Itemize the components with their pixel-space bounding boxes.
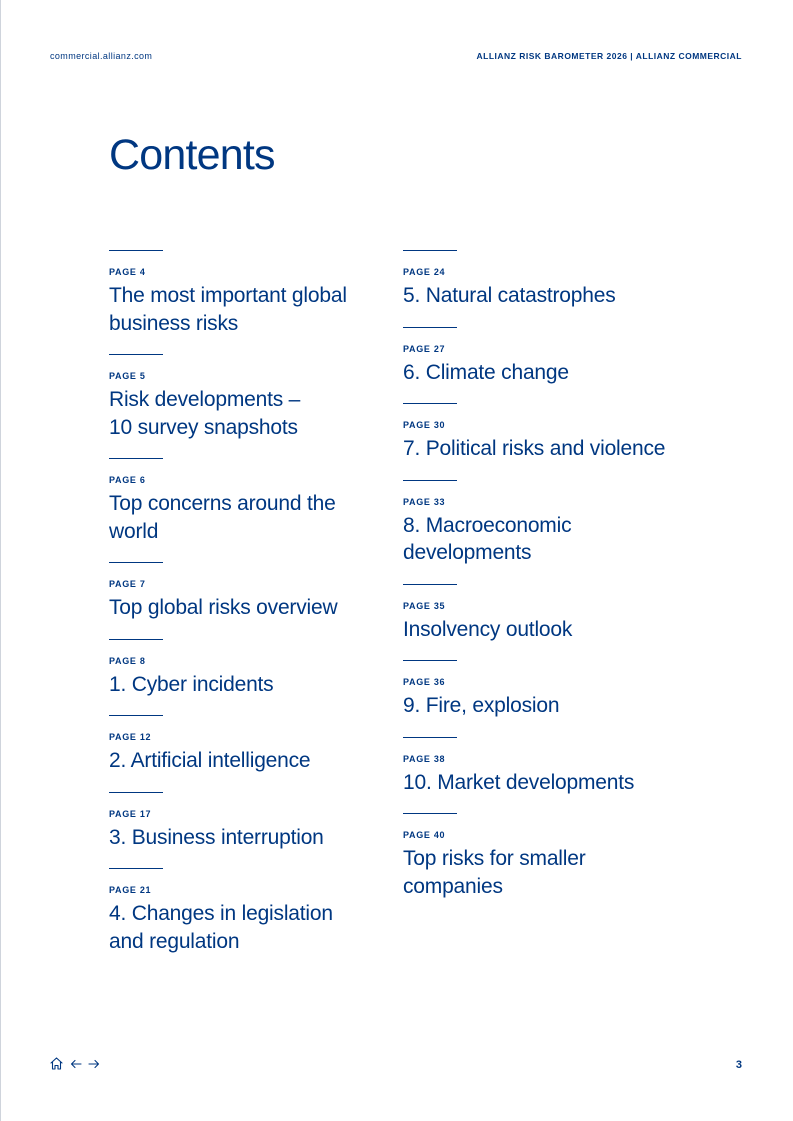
toc-item[interactable] xyxy=(403,480,693,567)
toc-page-label: PAGE 4 xyxy=(109,267,146,277)
divider xyxy=(403,660,457,661)
divider xyxy=(109,868,163,869)
arrow-right-icon[interactable] xyxy=(88,1058,100,1070)
toc-item[interactable] xyxy=(109,792,389,852)
divider xyxy=(109,354,163,355)
divider xyxy=(109,250,163,251)
toc-page-label: PAGE 36 xyxy=(403,677,446,687)
toc-item[interactable] xyxy=(109,354,389,441)
divider xyxy=(109,562,163,563)
toc-entry-title[interactable]: 5. Natural catastrophes xyxy=(403,284,616,307)
header-url[interactable]: commercial.allianz.com xyxy=(50,51,153,61)
divider xyxy=(403,584,457,585)
divider xyxy=(109,639,163,640)
toc-entry-title[interactable]: 2. Artificial intelligence xyxy=(109,749,311,772)
toc-entry-title[interactable]: 8. Macroeconomic developments xyxy=(403,513,572,564)
toc-entry-title[interactable]: The most important global business risks xyxy=(109,284,347,335)
divider xyxy=(403,327,457,328)
toc-page-label: PAGE 27 xyxy=(403,343,446,354)
toc-item[interactable] xyxy=(109,715,389,775)
header-title: ALLIANZ RISK BAROMETER 2026 | ALLIANZ COMMERCIAL xyxy=(476,51,742,61)
toc-page-label: PAGE 7 xyxy=(109,579,146,589)
toc-item[interactable] xyxy=(403,250,693,310)
toc-entry-title[interactable]: Top risks for smaller companies xyxy=(403,847,586,898)
toc-entry-title[interactable]: 6. Climate change xyxy=(403,360,569,384)
toc-page-label: PAGE 5 xyxy=(109,371,146,381)
toc-column-right xyxy=(403,250,693,917)
toc-item[interactable] xyxy=(403,403,693,463)
toc-entry-title[interactable]: 9. Fire, explosion xyxy=(403,694,560,717)
toc-item[interactable] xyxy=(403,737,693,797)
divider xyxy=(403,813,457,814)
toc-page-label: PAGE 38 xyxy=(403,753,446,764)
toc-item[interactable] xyxy=(403,813,693,900)
footer-nav xyxy=(49,1056,100,1071)
toc-item[interactable] xyxy=(403,327,693,387)
toc-page-label: PAGE 30 xyxy=(403,420,446,430)
divider xyxy=(403,403,457,404)
toc-entry-title[interactable]: 4. Changes in legislation and regulation xyxy=(109,902,333,953)
toc-entry-title[interactable]: 1. Cyber incidents xyxy=(109,672,274,696)
page-number: 3 xyxy=(735,1059,742,1071)
toc-item[interactable] xyxy=(109,458,389,545)
toc-page-label: PAGE 12 xyxy=(109,732,152,742)
toc-item[interactable] xyxy=(109,562,389,622)
toc-item[interactable] xyxy=(109,639,389,699)
toc-item[interactable] xyxy=(109,250,389,337)
arrow-left-icon[interactable] xyxy=(70,1058,82,1070)
toc-page-label: PAGE 6 xyxy=(109,475,146,485)
toc-page-label: PAGE 35 xyxy=(403,600,446,611)
toc-entry-title[interactable]: Insolvency outlook xyxy=(403,617,573,641)
divider xyxy=(403,480,457,481)
toc-page-label: PAGE 17 xyxy=(109,808,152,819)
toc-column-left xyxy=(109,250,389,972)
toc-item[interactable] xyxy=(403,584,693,644)
divider xyxy=(109,458,163,459)
toc-entry-title[interactable]: 7. Political risks and violence xyxy=(403,437,666,460)
toc-entry-title[interactable]: Top global risks overview xyxy=(109,596,338,619)
divider xyxy=(109,792,163,793)
toc-page-label: PAGE 21 xyxy=(109,885,152,895)
page-title: Contents xyxy=(109,131,275,179)
divider xyxy=(109,715,163,716)
divider xyxy=(403,250,457,251)
toc-page-label: PAGE 24 xyxy=(403,267,446,277)
toc-item[interactable] xyxy=(109,868,389,955)
toc-page-label: PAGE 33 xyxy=(403,496,446,507)
toc-entry-title[interactable]: 10. Market developments xyxy=(403,770,635,794)
toc-page-label: PAGE 40 xyxy=(403,830,446,840)
page-edge xyxy=(0,0,1,1121)
toc-item[interactable] xyxy=(403,660,693,720)
divider xyxy=(403,737,457,738)
toc-entry-title[interactable]: Risk developments – 10 survey snapshots xyxy=(109,388,301,439)
toc-page-label: PAGE 8 xyxy=(109,655,146,666)
toc-entry-title[interactable]: 3. Business interruption xyxy=(109,825,324,849)
toc-entry-title[interactable]: Top concerns around the world xyxy=(109,492,336,543)
home-icon[interactable] xyxy=(49,1056,64,1071)
